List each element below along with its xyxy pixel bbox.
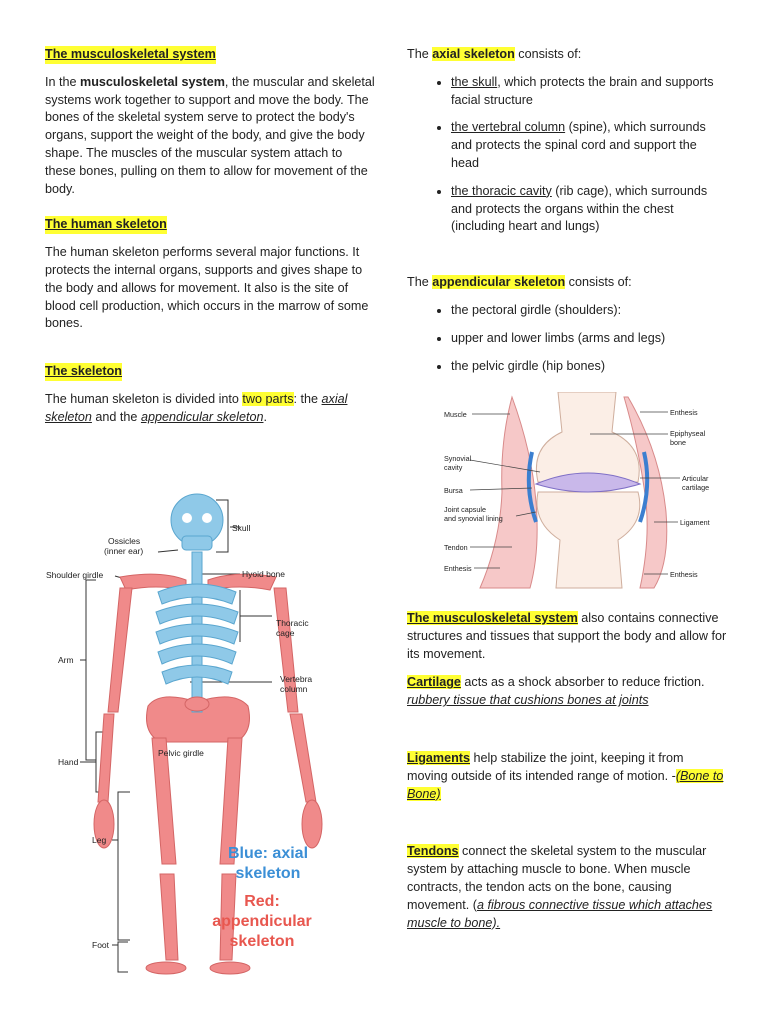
list-item: • the vertebral column (spine), which surrounds and protects the spinal cord and support the head — [451, 119, 727, 172]
label-synovial: Synovial — [444, 454, 472, 463]
label-cartilage: cartilage — [682, 483, 710, 492]
list-item: • the pelvic girdle (hip bones) — [451, 358, 727, 376]
axial-skeleton-term: axial skeleton — [45, 391, 348, 424]
msk-intro-bold: musculoskeletal system — [80, 74, 225, 89]
appendicular-intro: The appendicular skeleton consists of: — [407, 275, 632, 290]
list-item: • upper and lower limbs (arms and legs) — [451, 330, 727, 348]
ligaments-text: Ligaments help stabilize the joint, keeping it from moving outside of its intended range of motion. -(Bone to Bone) — [407, 750, 724, 801]
list-item: • the thoracic cavity (rib cage), which surrounds and protects the organs within the chest (including heart and lungs) — [451, 183, 727, 236]
msk-heading: The musculoskeletal system — [45, 46, 216, 64]
list-item: • the pectoral girdle (shoulders): — [451, 302, 727, 320]
label-hand: Hand — [58, 757, 79, 767]
label-cavity: cavity — [444, 463, 463, 472]
label-skull: Skull — [232, 523, 251, 533]
cartilage-highlight: Cartilage — [407, 675, 461, 690]
appendicular-skeleton-term: appendicular skeleton — [140, 409, 264, 424]
label-cage: cage — [276, 628, 295, 638]
label-muscle: Muscle — [444, 410, 467, 419]
tendons-text: Tendons connect the skeletal system to the muscular system by attaching muscle to bone. When muscle contracts, the tendon acts on the bone, causing movement. (a fibrous connective tissue which attaches muscle to bone). — [407, 844, 713, 930]
label-bursa: Bursa — [444, 486, 463, 495]
human-heading: The human skeleton — [45, 216, 167, 234]
label-leg: Leg — [92, 835, 107, 845]
joint-figure — [440, 392, 725, 592]
legend-red-3: skeleton — [229, 933, 295, 950]
skeleton-heading: The skeleton — [45, 363, 122, 381]
two-parts-highlight: two parts — [242, 391, 294, 406]
label-enthesis-top: Enthesis — [670, 408, 698, 417]
label-inner-ear: (inner ear) — [104, 546, 144, 556]
label-hyoid-bone: Hyoid bone — [242, 569, 286, 579]
msk-connective: The musculoskeletal system also contains connective structures and tissues that support the body and allow for its movement. — [407, 611, 727, 661]
label-shoulder-girdle: Shoulder girdle — [46, 570, 104, 580]
axial-highlight: axial skeleton — [432, 47, 515, 61]
label-pelvic-girdle: Pelvic girdle — [158, 748, 204, 758]
label-thoracic: Thoracic — [276, 618, 309, 628]
axial-list — [407, 74, 727, 236]
label-foot: Foot — [92, 940, 110, 950]
label-column: column — [280, 684, 308, 694]
ligaments-highlight: Ligaments — [407, 750, 470, 765]
label-tendon: Tendon — [444, 543, 468, 552]
left-column — [45, 46, 375, 427]
label-bone: bone — [670, 438, 686, 447]
label-enthesis-bottom: Enthesis — [670, 570, 698, 579]
label-ligament: Ligament — [680, 518, 710, 527]
label-joint-capsule: Joint capsule — [444, 505, 486, 514]
appendicular-highlight: appendicular skeleton — [432, 275, 566, 290]
skeleton-figure — [40, 492, 370, 982]
label-arm: Arm — [58, 655, 74, 665]
label-vertebra: Vertebra — [280, 674, 313, 684]
legend-blue-1: Blue: axial — [227, 845, 309, 862]
msk-intro: In the musculoskeletal system, the muscular and skeletal systems work together to support and move the body. The bones of the skeletal system serve to protect the body's organs, support the weight of the body, and give the body shape. The muscles of the muscular system attach to these bones, pulling on them to allow for movement of the body. — [45, 74, 375, 196]
right-column — [407, 46, 727, 375]
label-enthesis-left: Enthesis — [444, 564, 472, 573]
human-text: The human skeleton performs several major functions. It protects the internal organs, supports and gives shape to the body and allows for movement. It also is the site of blood cell production, which occurs in the marrow of some bones. — [45, 245, 369, 331]
list-item: • the skull, which protects the brain and supports facial structure — [451, 74, 727, 110]
label-ossicles: Ossicles — [108, 536, 141, 546]
axial-intro: The axial skeleton consists of: — [407, 47, 582, 61]
skeleton-text: The human skeleton is divided into two parts: the axial skeleton and the appendicular skeleton. — [45, 391, 348, 424]
tendons-note: a fibrous connective tissue which attaches muscle to bone). — [407, 897, 713, 930]
cartilage-note: rubbery tissue that cushions bones at joints — [407, 693, 649, 708]
label-epiphyseal: Epiphyseal — [670, 429, 706, 438]
ligaments-note: (Bone to Bone) — [407, 768, 724, 801]
label-synovial-lining: and synovial lining — [444, 514, 503, 523]
label-articular: Articular — [682, 474, 709, 483]
legend-red-1: Red: — [244, 893, 280, 910]
appendicular-list — [407, 302, 727, 375]
tendons-highlight: Tendons — [407, 844, 459, 859]
msk-highlight: The musculoskeletal system — [407, 611, 578, 625]
legend-blue-2: skeleton — [235, 865, 301, 882]
cartilage-text: Cartilage acts as a shock absorber to reduce friction. rubbery tissue that cushions bones at joints — [407, 675, 705, 708]
connective-section — [407, 610, 727, 932]
legend-red-2: appendicular — [212, 913, 312, 930]
